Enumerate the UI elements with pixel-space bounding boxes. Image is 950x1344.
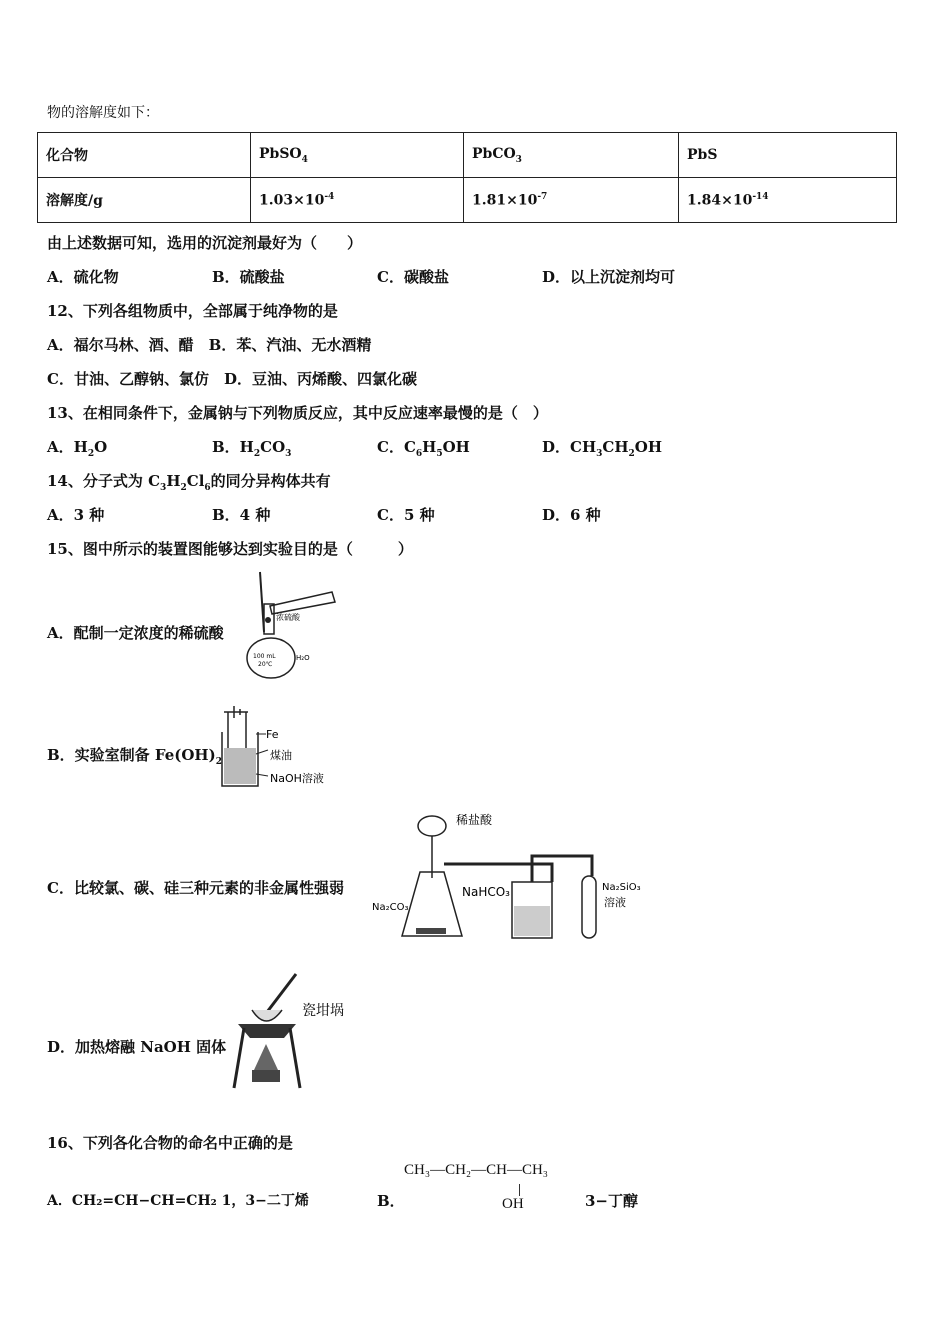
table-cell: $1.81\times 10^{-7}$ xyxy=(464,178,679,223)
q11-option-a: A．硫化物 xyxy=(47,268,119,286)
flask-water-label: H₂O xyxy=(296,654,310,662)
q14-option-c: C．5 种 xyxy=(377,506,435,524)
naoh-solution-label: NaOH溶液 xyxy=(270,772,324,785)
q13-option-b: B．$H_2CO_3$ xyxy=(212,438,292,459)
q14-option-b: B．4 种 xyxy=(212,506,271,524)
table-header-cell: PbCO$_3$ xyxy=(464,133,679,178)
q11-option-d: D．以上沉淀剂均可 xyxy=(542,268,676,286)
fe-label: Fe xyxy=(266,728,279,741)
dilute-hcl-label: 稀盐酸 xyxy=(456,813,493,827)
fe-hydroxide-apparatus-figure xyxy=(218,704,336,792)
q12-options-cd: C．甘油、乙醇钠、氯仿 D．豆油、丙烯酸、四氯化碳 xyxy=(47,370,417,388)
table-header-cell: PbS xyxy=(679,133,897,178)
q16-stem: 16、下列各化合物的命名中正确的是 xyxy=(47,1134,293,1152)
na2sio3-label: Na₂SiO₃ xyxy=(602,882,641,893)
flask-volume-label: 100 mL xyxy=(253,653,276,660)
kerosene-label: 煤油 xyxy=(270,749,292,762)
flask-acid-label: 浓硫酸 xyxy=(276,613,300,622)
table-header-cell: PbSO$_4$ xyxy=(251,133,464,178)
q16-option-b: B． xyxy=(377,1192,405,1210)
flask-temp-label: 20℃ xyxy=(258,661,273,668)
q12-stem: 12、下列各组物质中，全部属于纯净物的是 xyxy=(47,302,338,320)
table-cell: $1.84\times 10^{-14}$ xyxy=(679,178,897,223)
q16-b-structural-formula: CH₃—CH₂—CH—CH₃ xyxy=(404,1162,549,1178)
q15-option-c: C．比较氯、碳、硅三种元素的非金属性强弱 xyxy=(47,879,344,897)
q16-option-a: A．CH₂=CH−CH=CH₂ 1，3−二丁烯 xyxy=(47,1193,309,1209)
crucible-label: 瓷坩埚 xyxy=(302,1003,344,1019)
q14-stem: 14、分子式为 $C_3H_2Cl_6$的同分异构体共有 xyxy=(47,472,331,493)
q12-options-ab: A．福尔马林、酒、醋 B．苯、汽油、无水酒精 xyxy=(47,336,372,354)
q13-option-c: C．$C_6H_5OH$ xyxy=(377,438,470,459)
solution-label: 溶液 xyxy=(604,896,626,909)
q16-b-oh-group: OH xyxy=(502,1196,524,1212)
q14-option-d: D．6 种 xyxy=(542,506,601,524)
table-row xyxy=(38,133,897,178)
q13-option-a: A．$H_2O$ xyxy=(47,438,108,459)
crucible-heating-figure xyxy=(226,968,376,1096)
q13-stem: 13、在相同条件下，金属钠与下列物质反应，其中反应速率最慢的是（ ） xyxy=(47,404,548,422)
nahco3-label: NaHCO₃ xyxy=(462,885,510,899)
volumetric-flask-figure xyxy=(240,570,350,680)
q15-option-d: D．加热熔融 NaOH 固体 xyxy=(47,1038,227,1056)
q15-stem: 15、图中所示的装置图能够达到实验目的是（ ） xyxy=(47,540,413,558)
solubility-table xyxy=(37,132,897,223)
q14-option-a: A．3 种 xyxy=(47,506,105,524)
q11-option-c: C．碳酸盐 xyxy=(377,268,449,286)
q11-option-b: B．硫酸盐 xyxy=(212,268,285,286)
q15-option-a: A．配制一定浓度的稀硫酸 xyxy=(47,624,224,642)
na2co3-label: Na₂CO₃ xyxy=(372,902,409,913)
table-cell: $1.03\times 10^{-4}$ xyxy=(251,178,464,223)
table-cell: 溶解度/g xyxy=(38,178,251,223)
q15-option-b: B．实验室制备 $Fe(OH)_2$ xyxy=(47,746,222,767)
table-header-cell: 化合物 xyxy=(38,133,251,178)
q16-b-bond xyxy=(519,1184,520,1196)
q13-option-d: D．$CH_3CH_2OH$ xyxy=(542,438,663,459)
intro-text: 物的溶解度如下： xyxy=(47,105,159,121)
q11-stem: 由上述数据可知，选用的沉淀剂最好为（ ） xyxy=(47,234,363,252)
acid-strength-apparatus-figure xyxy=(372,806,662,946)
table-row xyxy=(38,178,897,223)
q16-b-name: 3−丁醇 xyxy=(585,1192,639,1210)
